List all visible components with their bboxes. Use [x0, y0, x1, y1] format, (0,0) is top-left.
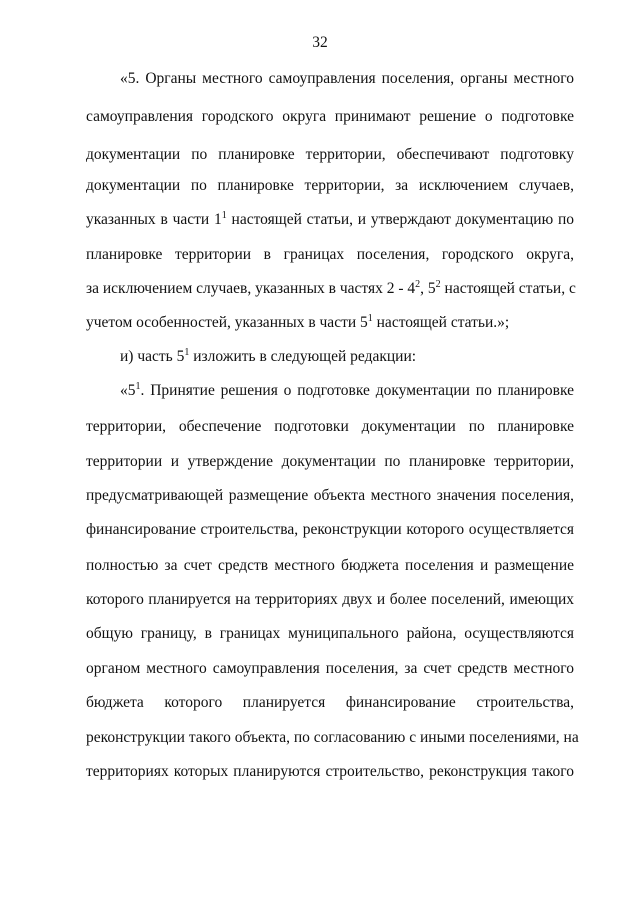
text-run: реконструкции такого объекта, по согласованию с иными поселениями, на: [86, 729, 579, 746]
text-run: настоящей статьи, и утверждают документацию по: [226, 211, 575, 228]
text-run: территориях которых планируются строительство, реконструкция такого: [86, 763, 574, 780]
text-run: «5. Органы местного самоуправления поселения, органы местного: [120, 70, 574, 87]
page-number: 32: [312, 34, 328, 51]
text-run: бюджета которого планируется финансирование строительства,: [86, 694, 574, 711]
text-run: планировке территории в границах поселения, городского округа,: [86, 246, 574, 263]
text-run: изложить в следующей редакции:: [189, 348, 417, 365]
superscript: 2: [415, 278, 421, 290]
text-line: [86, 590, 574, 610]
superscript: 1: [135, 380, 141, 392]
superscript: 1: [184, 346, 190, 358]
text-run: самоуправления городского округа принимают решение о подготовке: [86, 108, 574, 125]
text-line: [86, 210, 574, 230]
text-run: территории и утверждение документации по планировке территории,: [86, 453, 574, 470]
superscript: 2: [435, 278, 441, 290]
text-line: [120, 381, 574, 401]
text-line: [86, 279, 574, 299]
text-run: полностью за счет средств местного бюджета поселения и размещение: [86, 557, 574, 574]
text-run: указанных в части 1: [86, 211, 222, 228]
text-line: [86, 417, 574, 437]
text-run: . Принятие решения о подготовке документации по планировке: [140, 382, 574, 399]
text-run: органом местного самоуправления поселения, за счет средств местного: [86, 660, 574, 677]
text-run: настоящей статьи.»;: [372, 314, 510, 331]
text-line: [86, 624, 574, 644]
text-run: документации по планировке территории, обеспечивают подготовку: [86, 146, 574, 163]
text-line: [86, 486, 574, 506]
text-line: [86, 520, 574, 540]
text-line: [86, 762, 574, 782]
text-line: [86, 145, 574, 165]
text-line: [120, 347, 574, 367]
text-run: , 5: [420, 280, 436, 297]
text-line: [86, 245, 574, 265]
text-line: [86, 693, 574, 713]
text-line: [86, 176, 574, 196]
text-run: которого планируется на территориях двух и более поселений, имеющих: [86, 591, 574, 608]
text-run: территории, обеспечение подготовки документации по планировке: [86, 418, 574, 435]
text-line: [86, 659, 574, 679]
text-line: [86, 452, 574, 472]
text-line: [86, 728, 579, 748]
superscript: 1: [221, 209, 227, 221]
text-run: финансирование строительства, реконструкции которого осуществляется: [86, 521, 574, 538]
text-line: [86, 313, 574, 333]
text-run: «5: [120, 382, 136, 399]
text-line: [86, 556, 574, 576]
text-run: общую границу, в границах муниципального района, осуществляются: [86, 625, 574, 642]
text-run: и) часть 5: [120, 348, 185, 365]
text-line: [120, 69, 574, 89]
text-run: настоящей статьи, с: [440, 280, 576, 297]
superscript: 1: [367, 312, 373, 324]
text-run: документации по планировке территории, за исключением случаев,: [86, 177, 574, 194]
text-run: предусматривающей размещение объекта местного значения поселения,: [86, 487, 574, 504]
text-run: учетом особенностей, указанных в части 5: [86, 314, 368, 331]
text-line: [86, 107, 574, 127]
text-run: за исключением случаев, указанных в частях 2 - 4: [86, 280, 416, 297]
